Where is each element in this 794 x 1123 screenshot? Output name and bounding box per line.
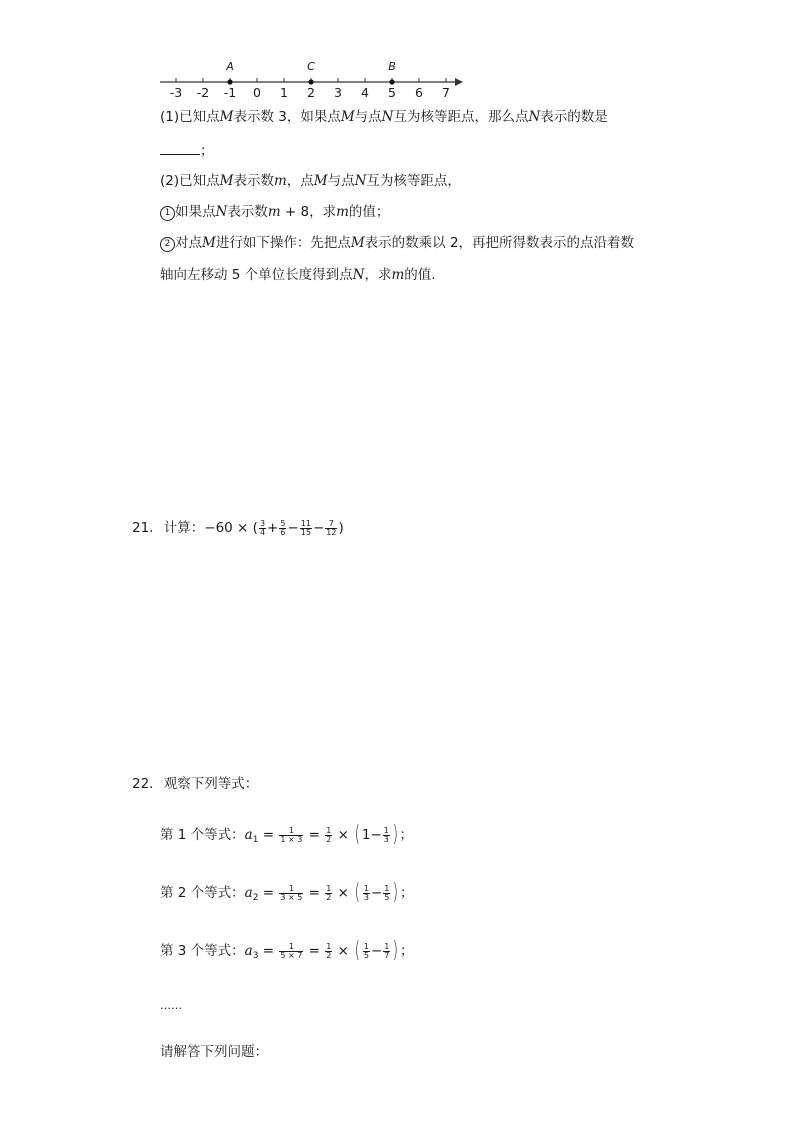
tick-label: 0 <box>253 85 261 100</box>
q20-part1: (1)已知点M表示数 3，如果点M与点N互为核等距点，那么点N表示的数是 <box>160 109 608 125</box>
q20-answer-blank-line: ； <box>160 142 214 160</box>
fraction: $\frac{1}{7}$ <box>384 941 390 960</box>
fraction: $\frac{1}{2}$ <box>326 941 332 960</box>
fraction: $\frac{1}{2}$ <box>326 883 332 902</box>
fraction: $\frac{5}{6}$ <box>280 518 286 537</box>
fraction: $\frac{1}{5}$ <box>363 941 369 960</box>
tick-label: 4 <box>361 85 369 100</box>
q20-part2: (2)已知点M表示数m，点M与点N互为核等距点， <box>160 173 461 189</box>
q22: 22. 观察下列等式： <box>132 776 259 792</box>
fraction: $\frac{7}{12}$ <box>326 518 337 537</box>
q22-eq3: 第 3 个等式：$a_3$ = $\frac{1}{5 \times 7}$ = $\frac{1}{2}$ × ( $\frac{1}{5}$ − $\frac{1}{7}$ ) ； <box>160 938 414 963</box>
fraction: $\frac{1}{2}$ <box>326 825 332 844</box>
question-number: 22. <box>132 776 154 792</box>
fraction: $\frac{1}{3 \times 5}$ <box>280 883 303 902</box>
point-A <box>227 79 232 84</box>
tick-label: 6 <box>415 85 423 100</box>
fraction: $\frac{1}{5 \times 7}$ <box>280 941 303 960</box>
fraction: $\frac{1}{3}$ <box>383 825 389 844</box>
q22-eq2: 第 2 个等式：$a_2$ = $\frac{1}{3 \times 5}$ = $\frac{1}{2}$ × ( $\frac{1}{3}$ − $\frac{1}{5}$ ) ； <box>160 880 414 905</box>
fraction: $\frac{1}{1 \times 3}$ <box>280 825 303 844</box>
q22-eq1: 第 1 个等式：$a_1$ = $\frac{1}{1 \times 3}$ = $\frac{1}{2}$ × ( 1− $\frac{1}{3}$ ) ； <box>160 822 413 847</box>
tick-label: 7 <box>442 85 450 100</box>
tick-label: 2 <box>307 85 315 100</box>
fraction: $\frac{1}{5}$ <box>384 883 390 902</box>
point-label: C <box>307 60 315 73</box>
circled-number-1: 1 <box>160 206 175 221</box>
q20-sub1: 1 如果点N表示数m + 8，求m的值； <box>160 203 389 221</box>
fraction: $\frac{1}{3}$ <box>363 883 369 902</box>
axis-arrow-icon <box>455 78 463 86</box>
point-B <box>389 79 394 84</box>
tick-label: 1 <box>280 85 288 100</box>
q22-ellipsis: …… <box>160 999 182 1012</box>
answer-blank[interactable] <box>160 142 200 155</box>
q20-sub2-cont: 轴向左移动 5 个单位长度得到点N，求m的值. <box>160 267 436 283</box>
tick-label: -3 <box>169 85 183 100</box>
circled-number-2: 2 <box>160 237 175 252</box>
q21: 21. 计算：−60 × ( $\frac{3}{4}$ + $\frac{5}{6}$ − $\frac{11}{15}$ − $\frac{7}{12}$ ) <box>132 518 344 537</box>
point-label: A <box>226 60 234 73</box>
point-C <box>308 79 313 84</box>
tick-label: 3 <box>334 85 342 100</box>
fraction: $\frac{11}{15}$ <box>300 518 311 537</box>
question-number: 21. <box>132 520 154 536</box>
fraction: $\frac{3}{4}$ <box>259 518 266 537</box>
tick-label: 5 <box>388 85 396 100</box>
tick-label: -2 <box>196 85 210 100</box>
number-line <box>150 52 480 102</box>
point-label: B <box>388 60 396 73</box>
tick-label: -1 <box>223 85 237 100</box>
q22-prompt: 请解答下列问题： <box>160 1044 268 1060</box>
q20-sub2: 2 对点M进行如下操作：先把点M表示的数乘以 2，再把所得数表示的点沿着数 <box>160 234 634 252</box>
